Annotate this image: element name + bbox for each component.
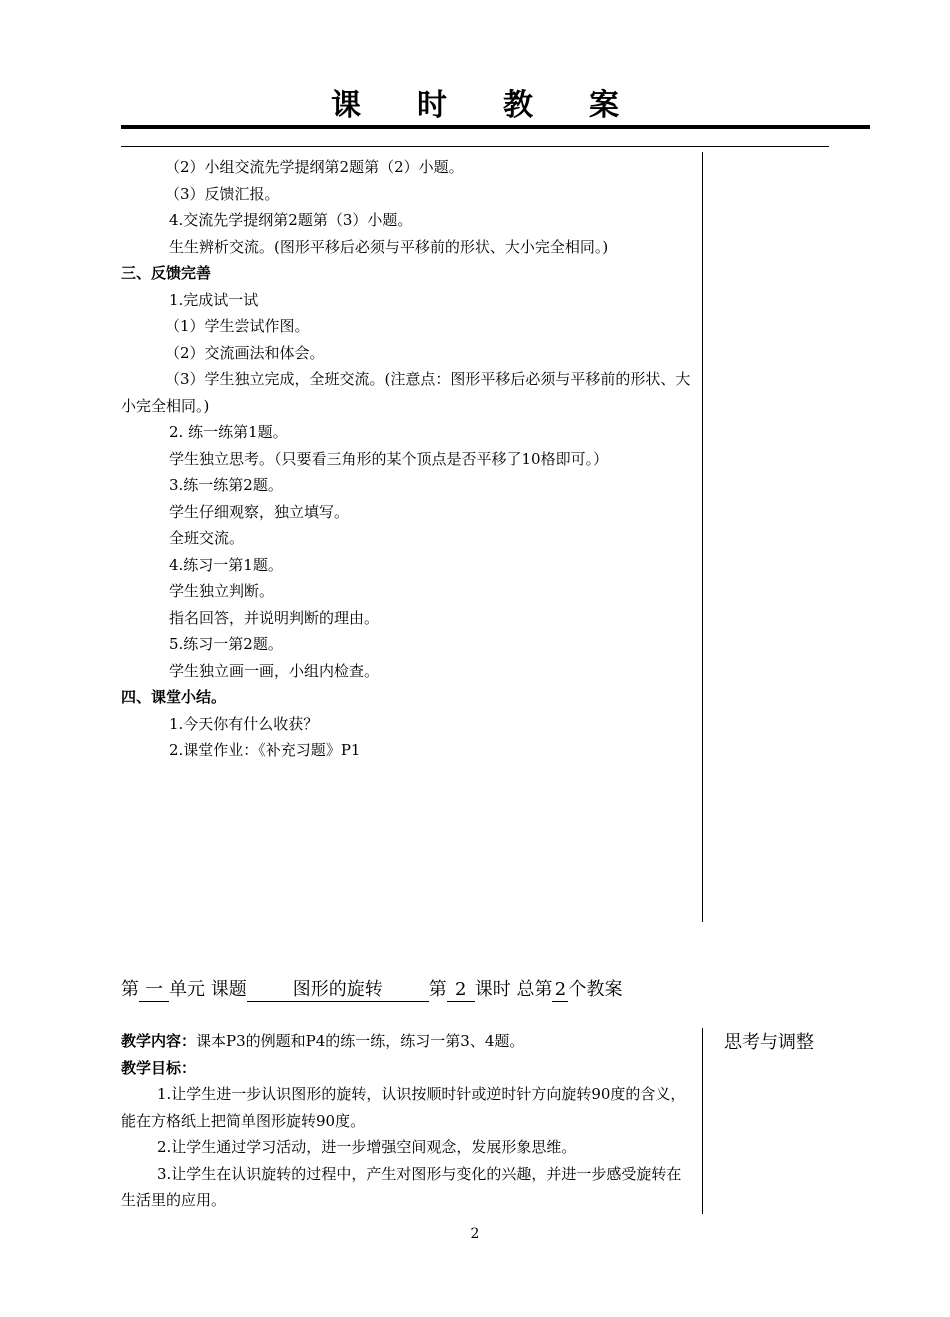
lesson-steps-continued: [121, 154, 695, 764]
step-line: 生生辨析交流。(图形平移后必须与平移前的形状、大小完全相同。): [169, 237, 609, 256]
lesson-total-label: 课时 总第: [474, 979, 553, 1000]
lesson-total-number: 2: [552, 979, 568, 1002]
goal-item: 2.让学生通过学习活动，进一步增强空间观念，发展形象思维。: [157, 1138, 577, 1156]
reflection-column-label: 思考与调整: [724, 1032, 814, 1053]
step-line: 2. 练一练第1题。: [169, 423, 288, 441]
lesson-info-line: [121, 975, 622, 1002]
unit-label: 单元 课题: [169, 979, 247, 1000]
step-line: 3.练一练第2题。: [169, 476, 283, 494]
step-line: 4.练习一第1题。: [169, 555, 283, 574]
teaching-plan-intro: [121, 1028, 695, 1214]
unit-prefix: 第: [121, 979, 139, 1000]
step-line: 学生独立判断。: [169, 582, 275, 600]
step-line: 1.完成试一试: [169, 290, 259, 309]
step-line: 学生仔细观察，独立填写。: [169, 502, 350, 521]
column-divider-top: [702, 152, 703, 922]
section-heading-feedback: 三、反馈完善: [121, 264, 212, 282]
page-title: 课时教案: [331, 88, 675, 123]
step-line: 4.交流先学提纲第2题第（3）小题。: [169, 211, 413, 229]
step-paragraph: （3）学生独立完成，全班交流。(注意点：图形平移后必须与平移前的形状、大小完全相同。): [121, 370, 691, 415]
lesson-prefix: 第: [428, 979, 447, 1000]
title-underline-thick: [121, 125, 870, 129]
step-line: （3）反馈汇报。: [165, 184, 280, 203]
step-line: 指名回答，并说明判断的理由。: [169, 608, 380, 627]
step-line: 全班交流。: [169, 529, 245, 547]
step-line: （1）学生尝试作图。: [165, 317, 310, 335]
step-line: 5.练习一第2题。: [169, 635, 283, 653]
content-text: 课本P3的例题和P4的练一练，练习一第3、4题。: [196, 1032, 525, 1050]
goal-item: 1.让学生进一步认识图形的旋转，认识按顺时针或逆时针方向旋转90度的含义，能在方格纸上把简单图形旋转90度。: [121, 1085, 686, 1130]
step-line: （2）交流画法和体会。: [165, 343, 325, 362]
step-line: 2.课堂作业：《补充习题》P1: [169, 741, 361, 759]
goals-label: 教学目标：: [121, 1058, 197, 1077]
column-divider-bottom: [702, 1028, 703, 1214]
goal-item: 3.让学生在认识旋转的过程中，产生对图形与变化的兴趣，并进一步感受旋转在生活里的应用。: [121, 1164, 682, 1209]
plan-suffix: 个教案: [568, 979, 623, 1000]
step-line: 学生独立画一画，小组内检查。: [169, 661, 380, 680]
step-line: （2）小组交流先学提纲第2题第（2）小题。: [165, 158, 464, 176]
page-number: 2: [470, 1226, 480, 1242]
content-label: 教学内容：: [121, 1032, 197, 1050]
title-underline-thin: [121, 146, 829, 147]
step-line: 学生独立思考。（只要看三角形的某个顶点是否平移了10格即可。）: [169, 449, 609, 468]
lesson-number: 2: [447, 979, 475, 1002]
section-heading-summary: 四、课堂小结。: [121, 688, 227, 706]
unit-number: 一: [139, 979, 169, 1002]
step-line: 1.今天你有什么收获？: [169, 714, 319, 733]
lesson-topic: 图形的旋转: [247, 979, 429, 1002]
